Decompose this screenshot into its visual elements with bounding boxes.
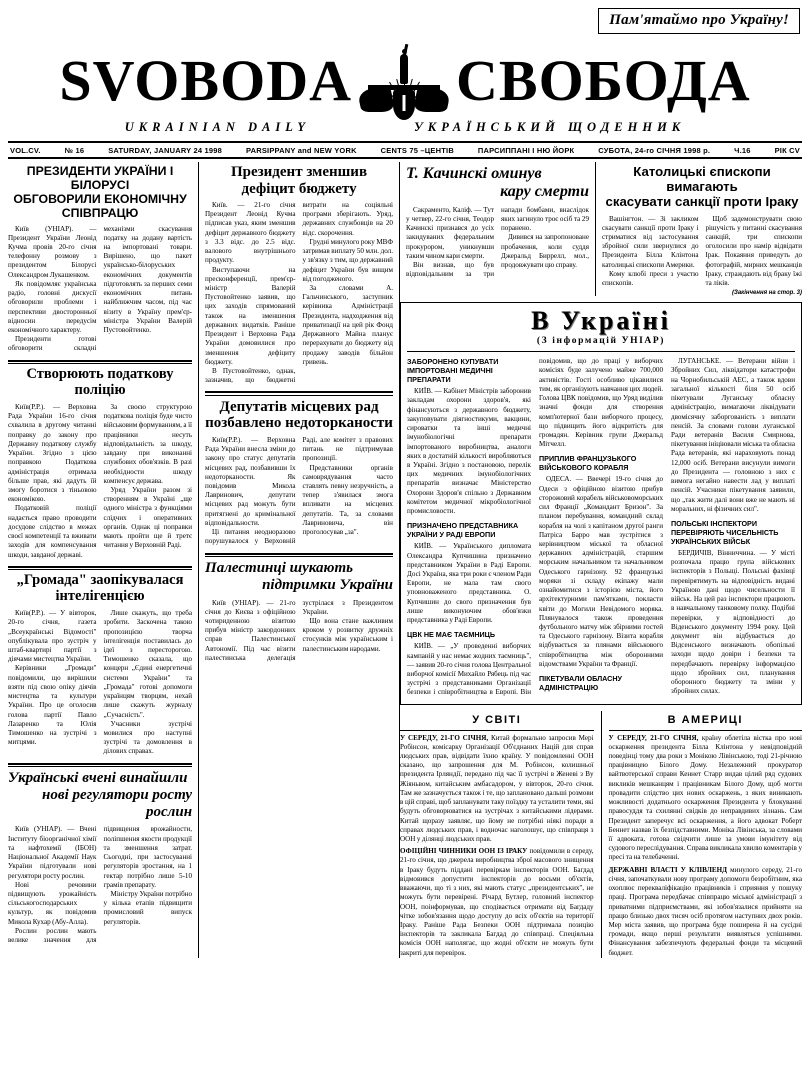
article-plant-growth-regulators bbox=[8, 770, 192, 945]
paragraph: ОДЕСА. — Ввечері 19-го січня до Одеси з офіційною візитою прибув сторожовий корабель військовоморських сил Франції „Командант Бризон". За планом перебування, командний склад корабля на чолі з капітаном другої ранги Патріса Барро мав зустрітися з керівництвом міської та обласної державних адміністрацій, старшим морським начальником та начальником Одеського гарнізону. 92 французькі моряки зі складу екіпажу мали ознайомитися з історією міста, його архітектурними пам'ятками, покласти квіти до Могили Невідомого моряка. Плянувалося також проведення футбольного матчу між збірними гостей та Одеського гарнізону. Візита корабля відбувається за плянами військового співробітництва між оборонними відомствами України та Франції. bbox=[539, 475, 663, 668]
headline-line-1: Депутатів місцевих рад bbox=[219, 398, 379, 415]
paragraph: Міністру України потрібно у кілька етапів підвищити промисловий випуск регуляторів. bbox=[103, 890, 193, 926]
paragraph: КИЇВ. — Українського дипломата Олександра Купчишина призначено представником України в Раді Европи. Досі Україна, яка три роки є членом Ради Европи, не мала там свого уповноваженого представника. О. Купчишин до свого призначення був лише виконуючим обов'язки представника у Раді Европи. bbox=[407, 542, 531, 625]
section-divider bbox=[8, 763, 192, 768]
dateline-date-uk: СУБОТА, 24-го СІЧНЯ 1998 р. bbox=[598, 145, 711, 155]
dateline-place-uk: ПАРСИППАНІ І НЮ ЙОРК bbox=[477, 145, 575, 155]
section-divider bbox=[8, 566, 192, 571]
headline-line-2: нові регулятори росту рослин bbox=[42, 786, 193, 820]
remember-ukraine-banner: Пам'ятаймо про Україну! bbox=[598, 8, 800, 34]
paragraph: Уряд України разом зі створенням в Україні „ще одного міністра з функціями слідчих і оперативних органів. Однак ці поправки мають пройти ще й третє читання у Верховній Раді. bbox=[103, 485, 193, 550]
article-body bbox=[205, 436, 393, 547]
v-ukraini-box bbox=[400, 302, 802, 704]
dateline-number: № 16 bbox=[64, 145, 85, 155]
paragraph: Як повідомляє українська радіо, головні дискусії обговорили проблеми і перспективи двосторонньої відносин передусім економічного характеру. bbox=[8, 279, 97, 334]
dateline-year: РІК CV bbox=[774, 145, 800, 155]
paragraph: Кому клюбі преси з участю єпископів. bbox=[602, 269, 699, 288]
headline bbox=[406, 165, 589, 201]
paragraph: За своєю структурою податкова поліція буде чисто військовим формуванням, а її працівники несуть відповідальність за шкоду, завдану при виконанні службових обов'язків. В разі необхідности шкоду компенсує держава. bbox=[103, 403, 193, 485]
headline: Президент зменшив дефіцит бюджету bbox=[230, 164, 368, 197]
headline-line-2: кару смерти bbox=[500, 182, 589, 200]
dateline-place-en: PARSIPPANY and NEW YORK bbox=[245, 145, 357, 155]
paragraph-text: минулого середу, 21-го січня, започаткували нову програму допомоги безробітним, яка охоплює перекваліфікацію працівників і сприяння у пошуку праці. Програма передбачає співпрацю міської адміністрації з приватними підприємствами, які зобов'язалися прийняти на працю близько двох тисяч осіб протягом наступних двох років. Мер міста заявив, що програма буде поширена й на сусідні громади, якщо перші результати виявляться успішними. Фінансування забезпечують федеральні фонди та місцевий бюджет. bbox=[608, 865, 802, 957]
dateline-date-en: SATURDAY, JANUARY 24 1998 bbox=[108, 145, 223, 155]
headline-line-1: Католицькі єпископи вимагають bbox=[633, 164, 771, 195]
paragraph: За словами А. Гальчинського, заступник керівника Адміністрації Президента, надходження від приватизації на цей рік Фонд Державного Майна планує перерахувати до бюджету від продажу заводів більйон гривень. bbox=[302, 283, 393, 366]
paragraph: Учасники зустрічі мовилися про наступні зустрічі та домовлення в ділових справах. bbox=[103, 719, 193, 756]
headline bbox=[205, 560, 393, 594]
lead-in: ДЕРЖАВНІ ВЛАСТІ У КЛІВЛЕНД bbox=[608, 865, 728, 874]
banner-row bbox=[8, 0, 802, 36]
paragraph: Виступаючи на пресконференції, прем'єр-міністр Валерій Пустовойтенко заявив, що цих заходів спрямований також на зменшення державних видатків. Раніше Президент і Верховна Рада України домовилися про зменшення дефіциту бюджету. bbox=[205, 265, 296, 366]
box-rule bbox=[407, 351, 795, 352]
article-kaczynski bbox=[400, 162, 596, 296]
headline-line-1: Т. Качинскі оминув bbox=[406, 165, 542, 182]
headline: „Громада" заопікувалася інтелігенцією bbox=[16, 572, 184, 605]
headline-line-2: скасувати санкції проти Іраку bbox=[605, 194, 799, 210]
subhead: ЗАБОРОНЕНО КУПУВАТИ ІМПОРТОВАНІ МЕДИЧНІ ПРЕПАРАТИ bbox=[407, 357, 499, 385]
column-1 bbox=[8, 162, 199, 958]
paragraph: Київ(Р.Р.). — У вівторок, 20-го січня, газета „Всеукраїнські Відомості" опублікувала про зустріч у штаб-квартирі партії з діячами мистецтва України. bbox=[8, 609, 97, 664]
paragraph: Київ (УНІАР). — Вчені Інституту біоорганічної хімії та нафтохемії (ІБОН) Національної Академії Наук України підготували нові регулятори росту рослин. bbox=[8, 825, 97, 880]
dateline-price: CENTS 75 –ЦЕНТІВ bbox=[380, 145, 454, 155]
dateline-volume: VOL.CV. bbox=[10, 145, 41, 155]
paragraph bbox=[400, 847, 594, 958]
paragraph bbox=[609, 866, 803, 958]
paragraph: Київ (УНІАР). — 21-го січня до Києва з офіційною чотириденною візитою прибув міністр закордонних справ Палестинської Автономії. Під час візити палестинська делегація зустрілася з Президентом України. bbox=[205, 598, 393, 662]
article-catholic-bishops-iraq bbox=[596, 162, 802, 296]
column-2 bbox=[199, 162, 400, 958]
article-body bbox=[8, 225, 192, 354]
box-title: В Україні bbox=[531, 306, 671, 336]
paragraph: Київ(Р.Р.). — Верховна Рада України 16-го січня схвалила в другому читанні поправку до закону про Державну податкову службу України. Згідно з цією поправкою Податкова адміністрація отримала більше прав, які дадуть їй змогу боротися з тіньовою економікою. bbox=[8, 403, 97, 504]
paragraph: КИЇВ. — Кабінет Міністрів заборонив закладам охорони здоров'я, які фінансуються з державного бюджету, закуповувати діягностикуми, вакцини, сироватки та інші медичні імунобіологічні препарати імпортованого виробництва, аналоги яких в достатній кількості виробляються в Україні. Згідно з постановою, перелік цих медичних імунобіологічних препаратів визначає Міністерство Охорони Здоров'я спільно з Державним комітетом медичної мікробіологічної промисловости. bbox=[407, 387, 531, 516]
headline-line-2: позбавлено недоторканости bbox=[205, 415, 393, 432]
section-divider bbox=[205, 391, 393, 396]
masthead-subtitle-uk: УКРАЇНСЬКИЙ ЩОДЕННИК bbox=[414, 120, 686, 134]
lead-in: У СЕРЕДУ, 21-ГО СІЧНЯ, bbox=[608, 733, 699, 742]
headline-line-2: підтримки України bbox=[262, 576, 393, 593]
paragraph: Нові речовини підвищують урожайність сільськогосподарських культур, як повідомив Микола Кухар (Абу-Алла). bbox=[8, 880, 97, 926]
article-palestinians-seek-support bbox=[205, 560, 393, 663]
section-divider bbox=[205, 553, 393, 558]
masthead-title-cyrillic: СВОБОДА bbox=[456, 48, 751, 114]
dateline-rule bbox=[8, 157, 802, 159]
section-divider bbox=[8, 360, 192, 365]
dateline-issue: Ч.16 bbox=[734, 145, 751, 155]
paragraph: Ці питання неодноразово порушувалося у Верховній Раді, але комітет з правових питань не підтримував пропозиції. bbox=[205, 435, 393, 546]
paragraph: Вашінгтон. — Зі закликом скасувати санкції проти Іраку і стриматися від застосування збройної сили звернулися до Президента Білла Клінтона католицькі єпископи Америки. bbox=[602, 214, 699, 269]
masthead bbox=[8, 38, 802, 124]
headline bbox=[8, 164, 192, 221]
paragraph: Що вона стане важливим кроком у розвитку дружніх стосунків між українським і палестинським народами. bbox=[302, 617, 393, 653]
subhead: ПОЛЬСЬКІ ІНСПЕКТОРИ ПЕРЕВІРЯЮТЬ ЧИСЕЛЬНІСТЬ УКРАЇНСЬКИХ ВІЙСЬК bbox=[671, 518, 779, 546]
paragraph: Київ(Р.Р.). — Верховна Рада України внесла зміни до закону про статус депутатів місцевих рад, позбавивши їх недоторканости. Як повідомив Микола Лавринович, депутати місцевих рад можуть бути притягнені до кримінальної відповідальности. bbox=[205, 435, 296, 527]
subhead: ПІКЕТУВАЛИ ОБЛАСНУ АДМІНІСТРАЦІЮ bbox=[539, 674, 623, 693]
paragraph-text: повідомили в середу, 21-го січня, що джерела виробництва зброї масового знищення в Іраку будуть піддані перевіркам інспекторів ООН. Багдад відмовився допустити інспекторів до восьми об'єктів, вважаючи, що ті з них, які мають статус „президентських", не можуть бути перевірені. Річард Бутлер, головний інспектор ООН, поінформував, що сподівається отримати від Багдаду чітке зобов'язання щодо доступу до всіх об'єктів на території Іраку. Раніше Рада Безпеки ООН підтримала позицію інспекторів та закликала Багдад до співпраці. Спеціяльна комісія ООН наполягає, що жодні об'єкти не можуть бути закриті для перевірок. bbox=[400, 847, 594, 957]
headline bbox=[205, 399, 393, 432]
paragraph: Керівники „Громади" повідомили, що вирішили взяти під свою опіку діячів мистецтва та культури України. Про це оголосив голова партії Павло Лазаренко та Юлія Тимошенко на зустрічі з митцями. bbox=[8, 664, 97, 747]
article-body bbox=[406, 206, 589, 280]
article-body bbox=[205, 201, 393, 385]
paragraph: Він визнав, що був відповідальним за три напади бомбами, внаслідок яких загинуло троє осіб та 29 поранено. bbox=[406, 205, 589, 279]
paragraph: БЕРДИЧІВ, Вінниччина. — У місті розпочала працю група військових інспекторів з Польщі. Польські фахівці перевірятимуть на відповідність видані Україною дані щодо чисельности її військ. На цей раз інспектори працюють в навчальному танковому полку. Подібні перевірки, у відповідності до Віденського документу 1994 року. Цей документ він відбувається до Відсенського визначають обопільні заходи щодо довіри і безпеки та передбачають перевірку інформацією щодо збройних сил, планування оборонного бюджету та зміни у збройних силах. bbox=[671, 548, 795, 696]
headline bbox=[8, 770, 192, 820]
article-hromada-intelligentsia bbox=[8, 573, 192, 756]
section-heading: В АМЕРИЦІ bbox=[667, 713, 743, 726]
paragraph: Щоб задемонструвати свою рішучість у питанні скасування санкцій, три єпископи оголосили про намір відвідати Ірак. Покаяння приведуть до фотографій, мирних мешканців Іраку, страждають від браку їжі та ліків. bbox=[705, 214, 802, 288]
world-america-row bbox=[400, 711, 802, 958]
article-body bbox=[602, 215, 802, 289]
top-right-articles bbox=[400, 162, 802, 296]
masthead-title-latin: SVOBODA bbox=[59, 48, 352, 114]
headline bbox=[602, 164, 802, 210]
paragraph: Грудні минулого року МВФ затримав виплату 50 млн. дол. у зв'язку з тим, що державний дефіцит України був вищим від погодженого. bbox=[302, 237, 393, 283]
paragraph: Податковій поліції надається право проводити досудове слідство в межах своєї компетенції та вживати заходів для компенсування шкоди, завданої державі. bbox=[8, 504, 97, 559]
paragraph: Дивився на запропоноване пробачення, коли суддя Джеральд Биррелл, мол., продовжувати цю справу. bbox=[501, 233, 589, 270]
paragraph bbox=[400, 734, 594, 845]
article-tax-police bbox=[8, 367, 192, 560]
subhead: ПРИПЛИВ ФРАНЦУЗЬКОГО ВІЙСЬКОВОГО КОРАБЛЯ bbox=[539, 454, 637, 473]
masthead-subtitle-en: UKRAINIAN DAILY bbox=[124, 120, 311, 134]
paragraph: Сакраменто, Каліф. — Тут у четвер, 22-го січня, Теодор Качинскі признався до усіх закидуваних федеральним прокурором, уникнувши таким чином кари смерти. bbox=[406, 205, 494, 260]
headline: Створюють податкову поліцію bbox=[26, 366, 174, 399]
article-presidents-ukraine-belarus bbox=[8, 164, 192, 354]
lead-in: У СЕРЕДУ, 21-ГО СІЧНЯ, bbox=[400, 733, 489, 742]
paragraph: Президенти готові обговорити складні механізми скасування податку на додану вартість на імпортовані товари. Вирішено, що пакет українсько-білоруських економічних документів підготовлять за перших семи економічних питань найближчим часом, під час візиту в Україну прем'єр-міністра України Валерій Пустовойтенко. bbox=[8, 224, 193, 353]
paragraph: Київ. — 21-го січня Президент Леонід Кучма підписав указ, яким зменшив дефіцит державного бюджету з 3.3 відс. до 2.5 відс. валового внутрішнього продукту. bbox=[205, 201, 296, 265]
lead-in: ОФІЦІЙНІ ЧИННИКИ ООН ІЗ ІРАКУ bbox=[400, 847, 528, 856]
right-half bbox=[400, 162, 802, 958]
section-america bbox=[602, 711, 803, 958]
headline-line-2: ОБГОВОРИЛИ ЕКОНОМІЧНУ СПІВПРАЦЮ bbox=[13, 192, 187, 221]
paragraph: Представники органів самоврядування часто ставлять певну незручність, а тепер з'явилася змога впливати на місцевих депутатів. Та, за словами Лавриновича, він проголосував „за". bbox=[302, 463, 393, 537]
article-body bbox=[8, 825, 192, 945]
paragraph-text: Китай формально запросив Мері Робінсон, комісарку Організації Об'єднаних Націй для справ людських прав, відвідати їхню країну. У повідомленні ООН сказано, що запрошення для М. Робінсон, колишньої президента Ірляндії, передано під час її зустрічі в Женеві з Ву Жіяньвом, китайським амбасадором, у вівторок, 20-го січня. Там же зазначується також і те, що заплановано дальші розмови в цій справі, щоб запланувати таку поїздку та усталити теми, які будуть обговорюватися на зустрічах з китайськими лідерами. Китай щоразу заявляє, що йому не потрібні ніякі поради в справах людських прав, і водночас наголошує, що співпраця з ООН у ділянці людських прав. bbox=[400, 733, 594, 844]
section-world bbox=[400, 711, 602, 958]
paragraph-text: країну облетіла вістка про нові оскарження президента Білла Клінтона у невідповідній поведінці тому два роки з Монікою Лівінською, тоді 21-річною працівницею Білого Дому. Незалежний прокуратор вайтвотерської справи Кеннет Старр видав цілий ряд судових викликів мешканцям і працівникам Білого Дому, щоб могти провадити слідство цих нових оскаржень, з яких виникають можливості додатнього оскарження Президента у блокуванні правосуддя та схилянні свідків до неправдивих зізнань. Сам Президент заперечує всі оскарження, а його адвокат Роберт Беннет назвав їх безпідставними. Моніка Лівінська, за словами її адвоката, готова свідчити лише за умови імунітету від судового переслідування. Справа викликала хвилю коментарів у пресі та на телебаченні. bbox=[608, 733, 802, 862]
headline-line-1: ПРЕЗИДЕНТИ УКРАЇНИ І БІЛОРУСІ bbox=[26, 164, 174, 193]
subhead: ПРИЗНАЧЕНО ПРЕДСТАВНИКА УКРАЇНИ У РАДІ ЕВРОПИ bbox=[407, 521, 519, 540]
article-body bbox=[8, 609, 192, 757]
paragraph: Лише скажуть, що треба зробити. Заскочена такою пропозицією творча інтелігенція поставилась до ідеї з пересторогою. Тимошенко сказала, що концерн „Єдині енергетичні системи України" та „Громада" готові допомоги українцям творцям, нехай лише скажуть журналу „Сучасність". bbox=[103, 609, 193, 719]
section-heading: У СВІТІ bbox=[472, 713, 522, 726]
article-local-deputies-immunity bbox=[205, 399, 393, 547]
liberty-statue-emblem bbox=[356, 38, 452, 124]
article-body bbox=[205, 599, 393, 664]
box-subtitle: (З інформацій УНІАР) bbox=[536, 336, 666, 347]
paragraph: Рослин рослин мають велике значення для підвищення врожайности, поліпшення якости продукції та зменшення затрат. Сьогодні, при застосуванні регуляторів зростання, на 1 гектар потрібно лише 5-10 грамів препарату. bbox=[8, 825, 193, 945]
paragraph bbox=[609, 734, 803, 863]
paragraph: Київ (УНІАР). — Президент України Леонід Кучма провів 20-го січня телефонну розмову з президентом Білорусі Олександром Лукашенком. bbox=[8, 224, 97, 279]
content-grid bbox=[8, 162, 802, 958]
paragraph: В Пустовойтенко, однак, зазначив, що бюджетні витрати на соціяльні програми зберігають. Уряд, державних службовців на 20 відс. скорочення. bbox=[205, 201, 393, 385]
paragraph: ЛУГАНСЬКЕ. — Ветерани війни і Збройних Сил, ліквідатори катастрофи на Чорнобильській АЕС, а також вдови загальної кількості біля 50 осіб пікетували Луганську обласну адміністрацію, вимагаючи ліквідувати двомісячну заборгованість з виплати пенсій. За словами голови луганської Ради ветеранів Василя Смирнова, пікетування ініціювали міська та обласна Рада ветеранів, які нараховують понад 12,000 осіб. Ветерани висунули вимоги до Президента — головною з них є вимога негайно навести лад у виплаті пенсій. Учасники пікетування заявили, що „так жити далі вони вже не мають ні моральних, ні фізичних сил". bbox=[671, 357, 795, 513]
subhead: ЦВК НЕ МАЄ ТАЄМНИЦЬ bbox=[407, 630, 496, 640]
article-body bbox=[8, 403, 192, 560]
paragraph: КИЇВ. — „У проведенні виборчих кампаній у нас немає жодних таємниць", — заявив 20-го січня голова Центральної виборчої комісії Михайло Рябець під час зустрічі з представниками Організації безпеки і співробітництва в Европі. Він повідомив, що до праці у виборчих комісіях буде залучено майже 700,000 активістів. Гості особливо цікавилися тим, як організують навчання цих людей. Голова ЦВК повідомив, що Уряд виділив значні фонди для створення комп'ютерної бази виборчого процесу, що підвищить його відкритість для громадян. Керівник групи Джеральд Мітчелл. bbox=[407, 357, 663, 697]
headline-line-1: Українські вчені винайшли bbox=[8, 770, 188, 787]
continuation-note: (Закінчення на стор. 3) bbox=[731, 290, 802, 297]
dateline-bar bbox=[8, 143, 802, 157]
box-body bbox=[407, 357, 795, 697]
article-budget-deficit bbox=[205, 164, 393, 385]
headline-line-1: Палестинці шукають bbox=[205, 560, 353, 576]
